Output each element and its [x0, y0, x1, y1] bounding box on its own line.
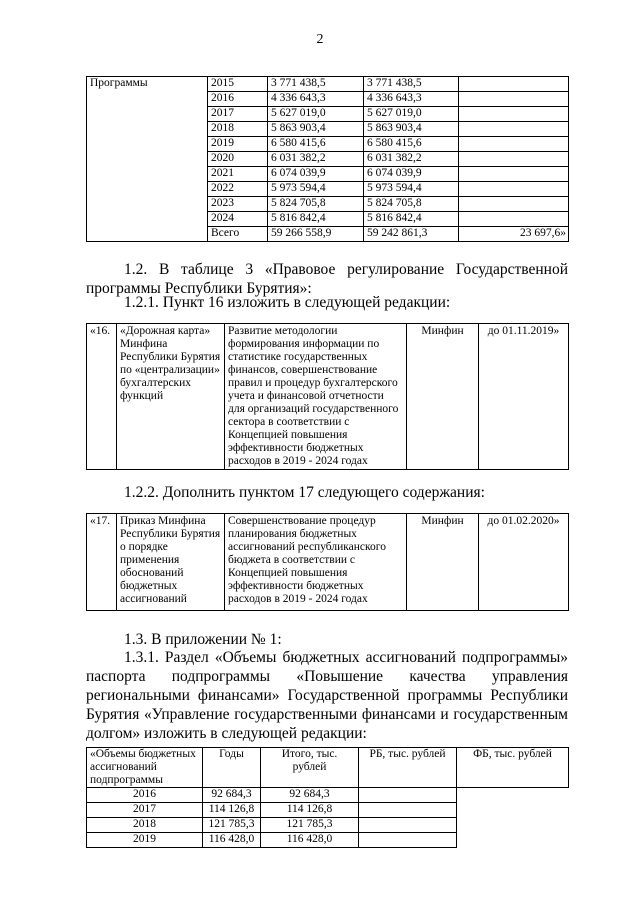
fb-cell	[459, 137, 569, 152]
budget-allocations-table	[86, 747, 569, 848]
table-row	[87, 788, 569, 803]
table-row	[87, 77, 569, 92]
total-cell: 3 771 438,5	[268, 77, 364, 92]
executor: Минфин	[407, 514, 479, 611]
rb-cell: 114 126,8	[261, 803, 359, 818]
total-cell: 5 824 705,8	[268, 197, 364, 212]
rb-cell: 5 816 842,4	[364, 212, 459, 227]
column-header: Годы	[203, 748, 261, 788]
year-cell: Всего	[208, 227, 268, 242]
total-cell: 121 785,3	[203, 818, 261, 833]
table-row	[87, 324, 569, 470]
fb-cell	[459, 212, 569, 227]
item-number: «16.	[87, 324, 117, 470]
total-cell: 6 580 415,6	[268, 137, 364, 152]
total-cell: 5 627 019,0	[268, 107, 364, 122]
table-row	[87, 818, 569, 833]
paragraph-1-3: 1.3. В приложении № 1:	[124, 631, 282, 648]
year-cell: 2015	[208, 77, 268, 92]
deadline: до 01.11.2019»	[479, 324, 569, 470]
total-cell: 6 031 382,2	[268, 152, 364, 167]
table-row	[87, 514, 569, 611]
paragraph-1-2-1: 1.2.1. Пункт 16 изложить в следующей редакции:	[124, 294, 451, 311]
fb-cell	[459, 77, 569, 92]
paragraph-1-3-1: 1.3.1. Раздел «Объемы бюджетных ассигнований подпрограммы» паспорта подпрограммы «Повышение качества управления региональными финансами» Государственной программы Республики Бурятия «Управление государственными финансами и государственным долгом» изложить в следующей редакции:	[86, 649, 568, 742]
funding-table	[86, 76, 569, 242]
paragraph-1-2: 1.2. В таблице 3 «Правовое регулирование Государственной программы Республики Бурятия»:	[86, 261, 568, 297]
act-content: Развитие методологии формирования информации по статистике государственных финансов, совершенствование правил и процедур бухгалтерского учета и финансовой отчетности для организаций государственного сектора в соответствии с Концепцией повышения эффективности бюджетных расходов в 2019 - 2024 годах	[225, 324, 407, 470]
rb-cell: 3 771 438,5	[364, 77, 459, 92]
page-number: 2	[316, 32, 324, 47]
rb-cell: 6 074 039,9	[364, 167, 459, 182]
column-header: РБ, тыс. рублей	[359, 748, 457, 788]
year-cell: 2018	[87, 818, 203, 833]
year-cell: 2017	[87, 803, 203, 818]
paragraph-1-2-2: 1.2.2. Дополнить пунктом 17 следующего содержания:	[124, 484, 485, 501]
year-cell: 2022	[208, 182, 268, 197]
year-cell: 2016	[87, 788, 203, 803]
fb-cell	[459, 92, 569, 107]
total-cell: 5 863 903,4	[268, 122, 364, 137]
year-cell: 2023	[208, 197, 268, 212]
table-row	[87, 803, 569, 818]
regulation-table-16	[86, 323, 569, 470]
rb-cell: 5 824 705,8	[364, 197, 459, 212]
rb-cell: 59 242 861,3	[364, 227, 459, 242]
rb-cell: 5 973 594,4	[364, 182, 459, 197]
year-cell: 2016	[208, 92, 268, 107]
year-cell: 2024	[208, 212, 268, 227]
year-cell: 2017	[208, 107, 268, 122]
fb-cell	[459, 167, 569, 182]
column-header: ФБ, тыс. рублей	[457, 748, 569, 788]
rb-cell: 116 428,0	[261, 833, 359, 848]
total-cell: 4 336 643,3	[268, 92, 364, 107]
total-cell: 5 973 594,4	[268, 182, 364, 197]
year-cell: 2019	[208, 137, 268, 152]
deadline: до 01.02.2020»	[479, 514, 569, 611]
column-header: Итого, тыс. рублей	[261, 748, 359, 788]
rb-cell: 121 785,3	[261, 818, 359, 833]
rb-cell: 6 580 415,6	[364, 137, 459, 152]
total-cell: 6 074 039,9	[268, 167, 364, 182]
fb-cell	[359, 788, 457, 803]
executor: Минфин	[407, 324, 479, 470]
fb-cell	[459, 107, 569, 122]
act-name: Приказ Минфина Республики Бурятия о порядке применения обоснований бюджетных ассигнований	[117, 514, 225, 611]
total-cell: 116 428,0	[203, 833, 261, 848]
rb-cell: 6 031 382,2	[364, 152, 459, 167]
rb-cell: 5 863 903,4	[364, 122, 459, 137]
fb-cell	[459, 197, 569, 212]
year-cell: 2018	[208, 122, 268, 137]
rb-cell: 92 684,3	[261, 788, 359, 803]
rb-cell: 5 627 019,0	[364, 107, 459, 122]
fb-cell: 23 697,6»	[459, 227, 569, 242]
fb-cell	[459, 152, 569, 167]
regulation-table-17	[86, 513, 569, 611]
total-cell: 92 684,3	[203, 788, 261, 803]
table-row	[87, 833, 569, 848]
year-cell: 2020	[208, 152, 268, 167]
fb-cell	[359, 833, 457, 848]
item-number: «17.	[87, 514, 117, 611]
total-cell: 114 126,8	[203, 803, 261, 818]
act-content: Совершенствование процедур планирования бюджетных ассигнований республиканского бюджета в соответствии с Концепцией повышения эффективности бюджетных расходов в 2019 - 2024 годах	[225, 514, 407, 611]
table-header-row	[87, 748, 569, 788]
rb-cell: 4 336 643,3	[364, 92, 459, 107]
total-cell: 5 816 842,4	[268, 212, 364, 227]
fb-cell	[459, 182, 569, 197]
program-label: Программы	[87, 77, 208, 242]
subprogram-label: «Объемы бюджетных ассигнований подпрограммы	[87, 748, 203, 788]
fb-cell	[359, 818, 457, 833]
year-cell: 2021	[208, 167, 268, 182]
total-cell: 59 266 558,9	[268, 227, 364, 242]
fb-cell	[359, 803, 457, 818]
year-cell: 2019	[87, 833, 203, 848]
act-name: «Дорожная карта» Минфина Республики Бурятия по «централизации» бухгалтерских функций	[117, 324, 225, 470]
fb-cell	[459, 122, 569, 137]
